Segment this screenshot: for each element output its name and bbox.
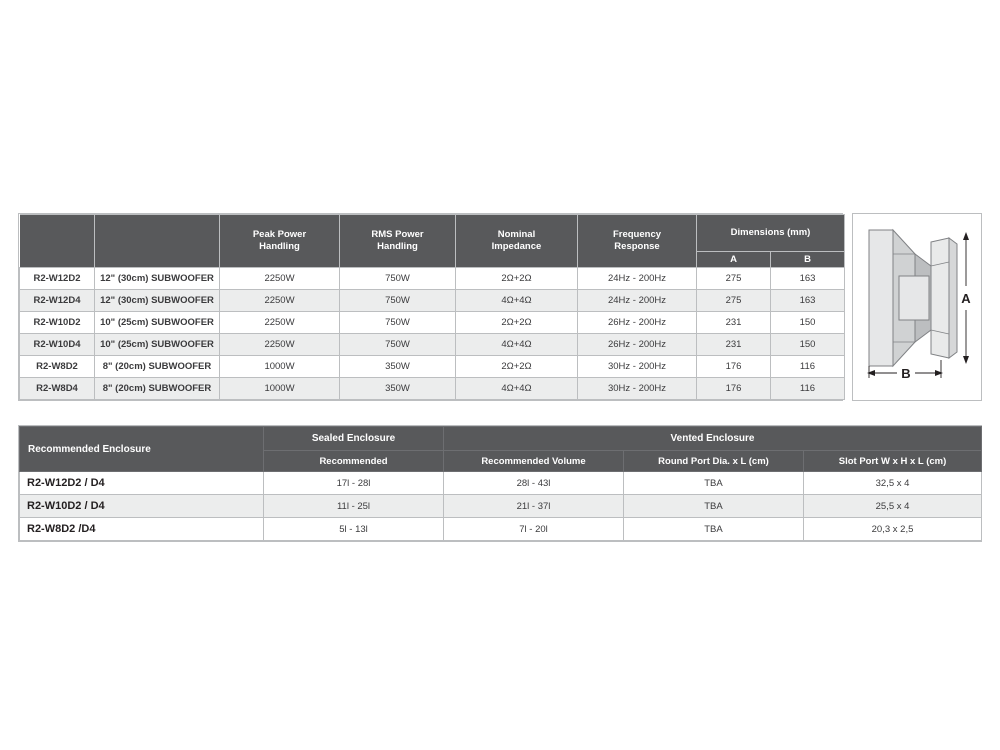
cell-model: R2-W8D2 <box>20 356 95 378</box>
header-recommended-enclosure: Recommended Enclosure <box>20 427 264 472</box>
table-row <box>20 290 845 312</box>
specifications-block <box>18 213 982 401</box>
cell-peak-power: 1000W <box>220 356 340 378</box>
cell-dimension-a: 231 <box>697 334 771 356</box>
cell-impedance: 4Ω+4Ω <box>456 290 578 312</box>
cell-slot-port: 25,5 x 4 <box>804 495 982 518</box>
cell-impedance: 2Ω+2Ω <box>456 268 578 290</box>
cell-dimension-b: 116 <box>771 356 845 378</box>
cell-model: R2-W12D2 / D4 <box>20 472 264 495</box>
cell-dimension-a: 231 <box>697 312 771 334</box>
cell-model: R2-W10D4 <box>20 334 95 356</box>
cell-slot-port: 20,3 x 2,5 <box>804 518 982 541</box>
cell-rms-power: 750W <box>340 290 456 312</box>
cell-model: R2-W10D2 / D4 <box>20 495 264 518</box>
cell-sealed: 5l - 13l <box>264 518 444 541</box>
cell-round-port: TBA <box>624 472 804 495</box>
cell-frequency: 26Hz - 200Hz <box>578 334 697 356</box>
dimension-b-label: B <box>901 366 911 381</box>
header-frequency-response <box>578 215 697 268</box>
table-row <box>20 472 982 495</box>
cell-model: R2-W12D4 <box>20 290 95 312</box>
cell-slot-port: 32,5 x 4 <box>804 472 982 495</box>
cell-dimension-b: 163 <box>771 268 845 290</box>
header-nominal-line1: Nominal <box>497 229 536 241</box>
cell-dimension-b: 150 <box>771 312 845 334</box>
subwoofer-cross-section-icon <box>853 214 981 382</box>
header-dimension-b: B <box>771 252 845 268</box>
cell-model: R2-W8D2 /D4 <box>20 518 264 541</box>
header-dimensions: Dimensions (mm) <box>697 215 845 252</box>
header-recommended: Recommended <box>264 451 444 472</box>
cell-frequency: 24Hz - 200Hz <box>578 290 697 312</box>
cell-dimension-b: 163 <box>771 290 845 312</box>
cell-frequency: 30Hz - 200Hz <box>578 356 697 378</box>
specifications-table <box>19 214 845 400</box>
cell-round-port: TBA <box>624 518 804 541</box>
cell-description: 12" (30cm) SUBWOOFER <box>95 290 220 312</box>
header-sealed-enclosure: Sealed Enclosure <box>264 427 444 451</box>
cell-peak-power: 2250W <box>220 334 340 356</box>
header-frequency-line1: Frequency <box>612 229 662 241</box>
table-row <box>20 495 982 518</box>
cell-frequency: 26Hz - 200Hz <box>578 312 697 334</box>
cell-peak-power: 2250W <box>220 290 340 312</box>
header-model <box>20 215 95 268</box>
table-row <box>20 268 845 290</box>
header-peak-power-line2: Handling <box>259 241 300 252</box>
cell-impedance: 2Ω+2Ω <box>456 356 578 378</box>
specifications-table-container <box>18 213 843 401</box>
cell-model: R2-W8D4 <box>20 378 95 400</box>
cell-impedance: 4Ω+4Ω <box>456 334 578 356</box>
cell-dimension-b: 150 <box>771 334 845 356</box>
header-frequency-line2: Response <box>614 241 660 252</box>
cell-description: 8" (20cm) SUBWOOFER <box>95 378 220 400</box>
cell-dimension-a: 176 <box>697 378 771 400</box>
cell-rms-power: 350W <box>340 378 456 400</box>
cell-impedance: 4Ω+4Ω <box>456 378 578 400</box>
header-round-port: Round Port Dia. x L (cm) <box>624 451 804 472</box>
header-rms-power-line2: Handling <box>377 241 418 252</box>
cell-description: 10" (25cm) SUBWOOFER <box>95 334 220 356</box>
cell-model: R2-W12D2 <box>20 268 95 290</box>
cell-vented-volume: 21l - 37l <box>444 495 624 518</box>
cell-dimension-a: 275 <box>697 290 771 312</box>
table-row <box>20 312 845 334</box>
cell-rms-power: 750W <box>340 334 456 356</box>
cell-peak-power: 2250W <box>220 268 340 290</box>
table-row <box>20 334 845 356</box>
header-rms-power-line1: RMS Power <box>371 229 424 241</box>
cell-frequency: 30Hz - 200Hz <box>578 378 697 400</box>
cell-description: 12" (30cm) SUBWOOFER <box>95 268 220 290</box>
header-recommended-volume: Recommended Volume <box>444 451 624 472</box>
cell-round-port: TBA <box>624 495 804 518</box>
header-peak-power-line1: Peak Power <box>252 229 307 241</box>
table-row <box>20 356 845 378</box>
cell-description: 10" (25cm) SUBWOOFER <box>95 312 220 334</box>
cell-peak-power: 1000W <box>220 378 340 400</box>
cell-impedance: 2Ω+2Ω <box>456 312 578 334</box>
dimension-a-label: A <box>961 291 971 306</box>
header-description <box>95 215 220 268</box>
cell-frequency: 24Hz - 200Hz <box>578 268 697 290</box>
table-row <box>20 378 845 400</box>
cell-rms-power: 350W <box>340 356 456 378</box>
header-dimension-a: A <box>697 252 771 268</box>
cell-peak-power: 2250W <box>220 312 340 334</box>
subwoofer-dimension-diagram-panel <box>852 213 982 401</box>
cell-sealed: 11l - 25l <box>264 495 444 518</box>
cell-rms-power: 750W <box>340 268 456 290</box>
cell-dimension-a: 275 <box>697 268 771 290</box>
header-nominal-line2: Impedance <box>491 241 542 252</box>
cell-description: 8" (20cm) SUBWOOFER <box>95 356 220 378</box>
cell-vented-volume: 7l - 20l <box>444 518 624 541</box>
cell-vented-volume: 28l - 43l <box>444 472 624 495</box>
enclosure-header-row <box>20 427 982 451</box>
recommended-enclosure-table <box>19 426 982 541</box>
header-nominal-impedance <box>456 215 578 268</box>
cell-dimension-b: 116 <box>771 378 845 400</box>
header-vented-enclosure: Vented Enclosure <box>444 427 982 451</box>
header-slot-port: Slot Port W x H x L (cm) <box>804 451 982 472</box>
table-header-row <box>20 215 845 252</box>
header-rms-power <box>340 215 456 268</box>
cell-dimension-a: 176 <box>697 356 771 378</box>
cell-sealed: 17l - 28l <box>264 472 444 495</box>
recommended-enclosure-block <box>18 425 982 542</box>
table-row <box>20 518 982 541</box>
cell-model: R2-W10D2 <box>20 312 95 334</box>
cell-rms-power: 750W <box>340 312 456 334</box>
header-peak-power <box>220 215 340 268</box>
